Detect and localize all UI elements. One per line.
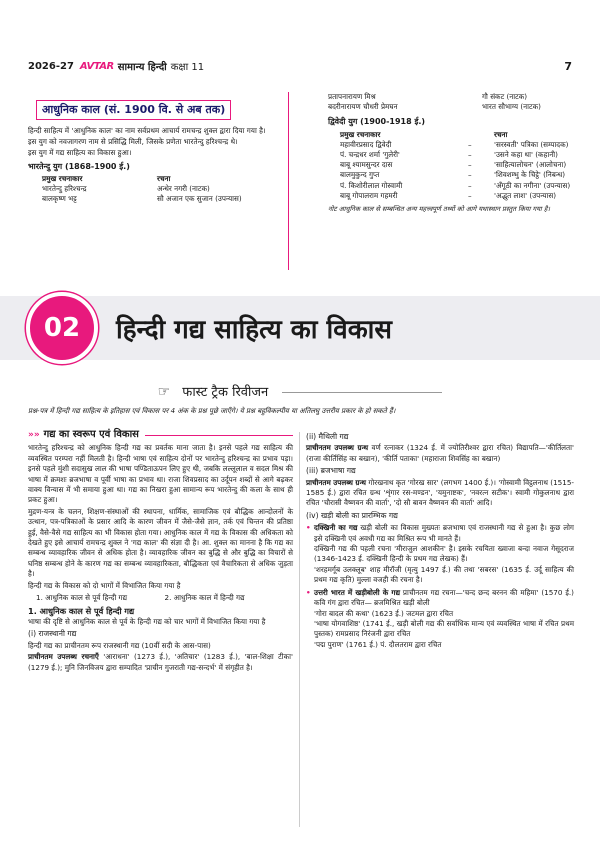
table-cell-work: 'सरस्वती' पत्रिका (सम्पादक) xyxy=(494,139,569,149)
table-dash: – xyxy=(468,180,472,190)
table-cell-work: गौ संकट (नाटक) xyxy=(482,92,528,101)
bullet-item xyxy=(306,523,574,544)
paragraph xyxy=(28,652,293,673)
subsection-heading: 1. आधुनिक काल से पूर्व हिन्दी गद्य xyxy=(28,605,135,616)
brand-logo: AVTAR xyxy=(79,60,114,72)
dwivedi-table xyxy=(328,130,600,201)
list-item: 1. आधुनिक काल से पूर्व हिन्दी गद्य xyxy=(36,593,128,603)
table-cell-author: पं. किशोरीलाल गोस्वामी xyxy=(340,180,403,190)
fast-track-revision-heading xyxy=(0,382,600,402)
exam-note: प्रश्न-पत्र में हिन्दी गद्य साहित्य के इतिहास एवं विकास पर 4 अंक के प्रश्न पूछे जाएँगे। ये प्रश्न बहुविकल्पीय या अतिलघु उत्तरीय प्रकार के हो सकते हैं। xyxy=(28,407,396,415)
paragraph: भारतेन्दु हरिश्चन्द्र को आधुनिक हिन्दी गद्य का प्रवर्तक माना जाता है। इनसे पहले गद्य साहित्य की व्यवस्थित परम्परा नहीं मिलती है। हिन्दी भाषा एवं साहित्य दोनों पर भारतेन्दु हरिश्चन्द्र का प्रभाव पड़ा। इनसे पहले मुंशी सदासुख लाल की भाषा पण्डिताऊपन लिए हुए थी, जबकि लल्लूलाल व सदल मिश्र की भाषा में क्रमशः ब्रजभाषा व पूर्वी भाषा का प्रभाव था। राजा शिवप्रसाद का उर्दूपन शब्दों से आगे बढ़कर वाक्य विन्यास में भी समाया हुआ था। गद्य का निखरा हुआ सामान्य रूप भारतेन्दु की कला के साथ ही प्रकट हुआ। xyxy=(28,443,293,505)
col-author-header: प्रमुख रचनाकार xyxy=(42,173,83,183)
modern-period-para-1: हिन्दी साहित्य में 'आधुनिक काल' का नाम सर्वप्रथम आचार्य रामचन्द्र शुक्ल द्वारा दिया गया है। xyxy=(28,126,266,135)
bhartendu-era-heading: भारतेन्दु युग (1868-1900 ई.) xyxy=(28,161,130,171)
bullet-icon: • xyxy=(306,523,311,533)
col-work-header: रचना xyxy=(494,129,508,139)
edition-year: 2026-27 xyxy=(28,60,74,72)
table-cell-work: 'अँगूठी का नगीना' (उपन्यास) xyxy=(494,180,571,190)
chapter-title: हिन्दी गद्य साहित्य का विकास xyxy=(116,315,392,345)
chapter-number: 02 xyxy=(26,292,98,364)
class-label: कक्षा 11 xyxy=(170,62,205,73)
lead-term: उत्तरी भारत में खड़ीबोली के गद्य xyxy=(314,587,400,597)
paragraph: 'गोरा बादल की कथा' (1623 ई.) जटमल द्वारा रचित xyxy=(314,608,454,618)
table-cell-work: अन्धेर नगरी (नाटक) xyxy=(157,184,210,194)
modern-period-para-3: इस युग में गद्य साहित्य का विकास हुआ। xyxy=(28,148,132,158)
page-number: 7 xyxy=(564,59,572,73)
table-cell-author: बाबू श्यामसुन्दर दास xyxy=(340,160,393,170)
paragraph-text: खड़ी बोली का विकास मुख्यतः ब्रजभाषा एवं राजस्थानी गद्य से हुआ है। कुछ लोग इसे दक्खिनी एवं अवधी गद्य का मिश्रित रूप भी मानते हैं। xyxy=(314,523,574,543)
table-dash: – xyxy=(468,139,472,149)
parts-list xyxy=(28,593,293,603)
modern-period-right xyxy=(328,92,600,214)
divider xyxy=(145,435,293,436)
paragraph xyxy=(306,443,574,464)
lead-term: प्राचीनतम उपलब्ध ग्रन्थ xyxy=(306,477,366,487)
pointing-hand-icon: ☞ xyxy=(157,384,171,400)
bullet-text xyxy=(314,588,574,609)
paragraph-text: वर्ण रत्नाकर (1324 ई. में ज्योतिरीश्वर द्वारा रचित) विद्यापति—'कीर्तिलता' (राजा कीर्तिसिंह का बखान), 'कीर्ति पताका' (महाराजा शिवसिंह का बखान) xyxy=(306,443,574,463)
subsection-heading: (i) राजस्थानी गद्य xyxy=(28,629,77,639)
table-cell-work: 'अद्भुत लाश' (उपन्यास) xyxy=(494,190,557,200)
subsection-heading: (iv) खड़ी बोली का प्रारम्भिक गद्य xyxy=(306,510,398,520)
table-cell-author: महावीरप्रसाद द्विवेदी xyxy=(340,139,392,149)
lead-term: प्राचीनतम उपलब्ध ग्रन्थ xyxy=(306,443,369,453)
list-item: 2. आधुनिक काल में हिन्दी गद्य xyxy=(164,593,245,603)
table-cell-author: बालमुकुन्द गुप्त xyxy=(340,170,380,180)
col-author-header: प्रमुख रचनाकार xyxy=(340,129,381,139)
lead-term: प्राचीनतम उपलब्ध रचनाएँ xyxy=(28,652,99,662)
paragraph: 'पद्म पुराण' (1761 ई.) पं. दौलतराम द्वारा रचित xyxy=(314,639,442,649)
chapter-banner xyxy=(0,296,600,360)
modern-period-box-title: आधुनिक काल (सं. 1900 वि. से अब तक) xyxy=(36,100,231,120)
paragraph: हिन्दी गद्य के विकास को दो भागों में विभाजित किया गया है xyxy=(28,580,181,590)
section-title: गद्य का स्वरूप एवं विकास xyxy=(43,429,139,440)
bhartendu-table xyxy=(28,174,298,205)
paragraph: दक्खिनी गद्य की पहली रचना 'मीराजुल आशकीन' है। इसके रचयिता ख्वाजा बन्दा नवाज गेसूदराज (1346-1423 ई. दक्खिनी हिन्दी के प्रथम गद्य लेखक) हैं। xyxy=(314,544,574,564)
paragraph-text: 'आराधना' (1273 ई.), 'अतिचार' (1283 ई.), 'बाल-शिक्षा टीका' (1279 ई.); मुनि जिनविजय द्वारा सम्पादित 'प्राचीन गुजराती गद्य-सन्दर्भ' में संगृहीत है। xyxy=(28,652,293,672)
table-cell-work: 'शिवशम्भु के चिट्ठे' (निबन्ध) xyxy=(494,170,566,180)
double-chevron-icon: »» xyxy=(28,430,40,440)
table-cell-work: सौ अजान एक सुजान (उपन्यास) xyxy=(157,194,242,204)
section-heading xyxy=(28,430,293,440)
note-text: नोट आधुनिक काल से सम्बन्धित अन्य महत्त्वपूर्ण तथ्यों को आगे यथास्थान प्रस्तुत किया गया है। xyxy=(328,205,550,214)
table-cell-work: 'उसने कहा था' (कहानी) xyxy=(494,150,558,160)
table-cell-author: बालकृष्ण भट्ट xyxy=(42,194,77,204)
bullet-icon: • xyxy=(306,587,311,597)
column-divider xyxy=(288,92,289,270)
table-cell-author: भारतेन्दु हरिश्चन्द्र xyxy=(42,184,87,194)
subject-title: सामान्य हिन्दी xyxy=(117,62,167,73)
table-cell-work: भारत सौभाग्य (नाटक) xyxy=(482,102,541,112)
bhartendu-extra-table xyxy=(328,92,600,112)
paragraph: हिन्दी गद्य का प्राचीनतम रूप राजस्थानी गद्य (10वीं सदी के आस-पास) xyxy=(28,640,211,650)
bullet-item xyxy=(306,588,574,609)
table-cell-author: पं. चन्द्रधर शर्मा 'गुलेरी' xyxy=(340,150,400,160)
table-dash: – xyxy=(468,150,472,160)
modern-period-left xyxy=(28,92,298,204)
modern-period-section xyxy=(28,92,572,282)
table-cell-author: प्रतापनारायण मिश्र xyxy=(328,92,376,101)
col-work-header: रचना xyxy=(157,173,171,183)
fast-track-label: फास्ट ट्रैक रिवीजन xyxy=(182,385,269,400)
subsection-heading: (iii) ब्रजभाषा गद्य xyxy=(306,466,356,476)
page-header xyxy=(28,58,572,74)
paragraph-text: प्राचीनतम गद्य रचना—'चन्द छन्द बरनन की महिमा' (1570 ई.) कवि गंग द्वारा रचित— ब्रजमिश्रित खड़ी बोली xyxy=(314,587,574,608)
column-divider xyxy=(299,432,300,827)
table-cell-author: बाबू गोपालराम गहमरी xyxy=(340,190,398,200)
lead-term: दक्खिनी का गद्य xyxy=(314,523,358,533)
table-cell-work: 'साहित्यालोचन' (आलोचना) xyxy=(494,160,567,170)
table-dash: – xyxy=(468,170,472,180)
table-cell-author: बदरीनारायण चौधरी प्रेमघन xyxy=(328,102,398,112)
paragraph: मुद्रण-यन्त्र के चलन, शिक्षण-संस्थाओं की स्थापना, धार्मिक, सामाजिक एवं बौद्धिक आन्दोलनों के उत्थान, पत्र-पत्रिकाओं के प्रसार आदि के कारण जीवन में जैसे-जैसे ज्ञान, तर्क एवं चिन्तन की प्रतिष्ठा हुई, वैसे-वैसे गद्य साहित्य का भी विकास होता गया। आधुनिक काल में गद्य के विकास की अधिकता को देखते हुए इसे आचार्य रामचन्द्र शुक्ल ने 'गद्य काल' की संज्ञा दी है। आ. शुक्ल का मानना है कि गद्य का सम्बन्ध व्यावहारिक जीवन से अधिक होता है। व्यावहारिक जीवन का बुद्धि से और बुद्धि का विचारों से घनिष्ठ सम्बन्ध होने के कारण गद्य का सम्बन्ध व्यावहारिकता, बौद्धिकता एवं वैचारिकता से अधिक जुड़ता है। xyxy=(28,506,293,579)
paragraph: भाषा की दृष्टि से आधुनिक काल से पूर्व के हिन्दी गद्य को चार भागों में विभाजित किया गया है xyxy=(28,616,266,626)
divider xyxy=(282,392,442,393)
paragraph: 'भाषा योगवाशिष्ठ' (1741 ई., खड़ी बोली गद्य की सर्वाधिक मान्य एवं व्यवस्थित भाषा में रचित प्रथम पुस्तक) रामप्रसाद निरंजनी द्वारा रचित xyxy=(314,618,574,639)
table-dash: – xyxy=(468,190,472,200)
right-column xyxy=(306,430,574,650)
paragraph-text: गोरखनाथ कृत 'गोरख सार' (लगभग 1400 ई.)। 'गोस्वामी विट्ठलनाथ (1515-1585 ई.) द्वारा रचित ग्रन्थ 'शृंगार रस-मण्डन', 'यमुनाष्टक', 'नवरत्न सटीक'। स्वामी गोकुलनाथ द्वारा रचित 'चौरासी वैष्णवन की वार्ता', 'दो सौ बावन वैष्णवन की वार्ता' आदि। xyxy=(306,477,574,508)
subsection-heading: (ii) मैथिली गद्य xyxy=(306,432,349,441)
left-column xyxy=(28,430,293,674)
modern-period-para-2: इस युग को नवजागरण नाम से प्रसिद्धि मिली, जिसके प्रणेता भारतेन्दु हरिश्चन्द्र थे। xyxy=(28,137,238,147)
paragraph xyxy=(306,478,574,509)
table-dash: – xyxy=(468,160,472,170)
dwivedi-era-heading: द्विवेदी युग (1900-1918 ई.) xyxy=(328,117,426,127)
paragraph: 'शरहमर्गूब उलक्लूब' शाह मीरॉजी (मृत्यु 1497 ई.) की तथा 'सबरस' (1635 ई. उर्दू साहित्य की प्रथम गद्य कृति) मुल्ला वजही की रचना है। xyxy=(314,564,574,585)
bullet-text xyxy=(314,523,574,544)
